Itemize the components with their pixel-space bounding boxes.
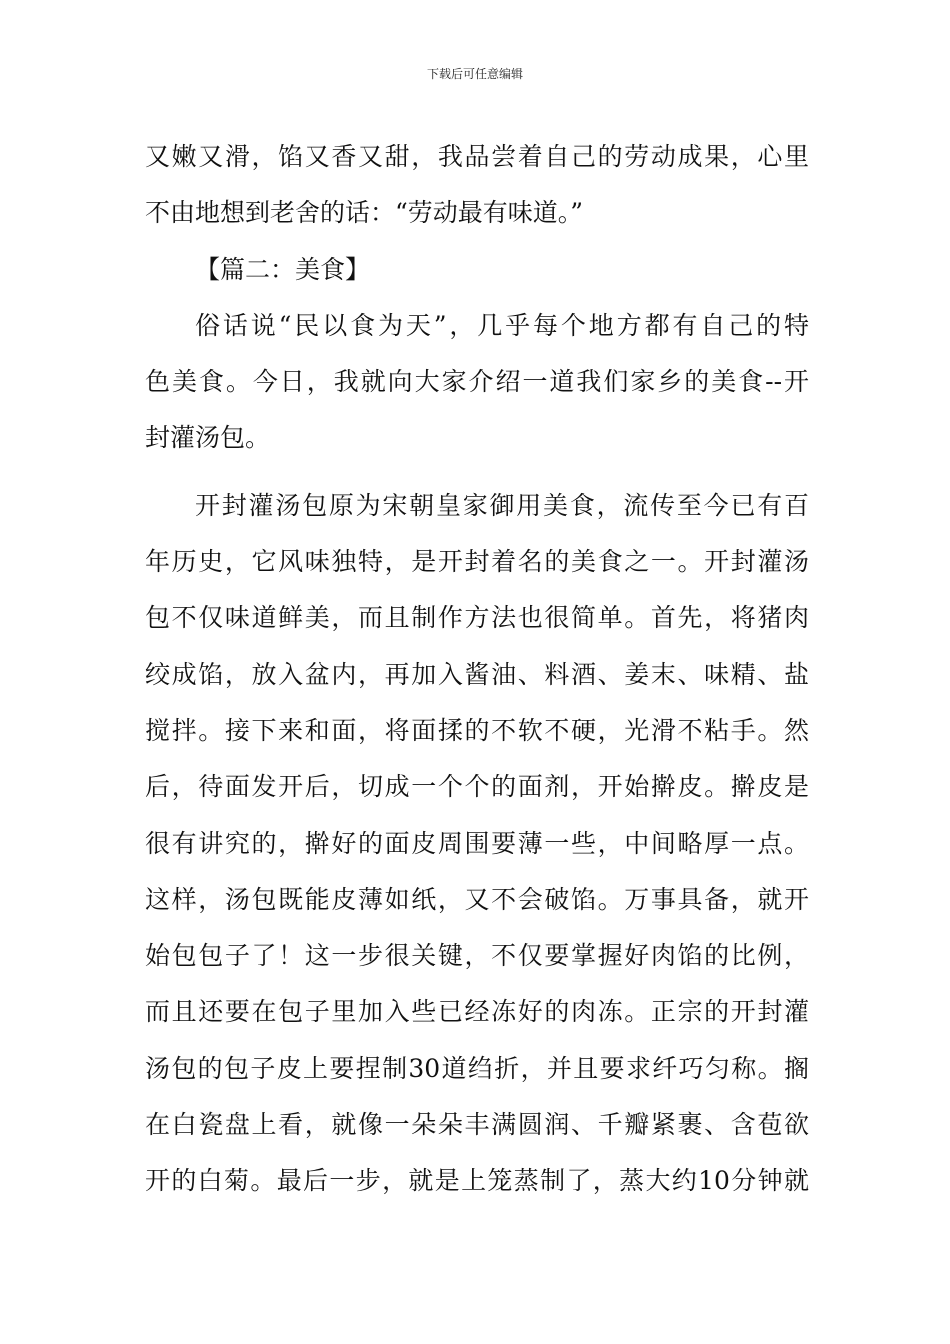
text-line: 后，待面发开后，切成一个个的面剂，开始擀皮。擀皮是 (145, 772, 809, 802)
text-line: 在白瓷盘上看，就像一朵朵丰满圆润、千瓣紧裹、含苞欲 (145, 1110, 809, 1140)
text-line: 开封灌汤包原为宋朝皇家御用美食，流传至今已有百 (195, 490, 809, 520)
text-line: 年历史，它风味独特，是开封着名的美食之一。开封灌汤 (145, 547, 809, 577)
section-heading: 【篇二：美食】 (195, 254, 371, 284)
text-line: 包不仅味道鲜美，而且制作方法也很简单。首先，将猪肉 (145, 603, 809, 633)
text-line: 开的白菊。最后一步，就是上笼蒸制了，蒸大约10分钟就 (145, 1166, 809, 1196)
document-body (145, 129, 809, 1210)
text-line: 绞成馅，放入盆内，再加入酱油、料酒、姜末、味精、盐 (145, 659, 809, 689)
text-line: 很有讲究的，擀好的面皮周围要薄一些，中间略厚一点。 (145, 828, 809, 858)
text-line: 这样，汤包既能皮薄如纸，又不会破馅。万事具备，就开 (145, 884, 809, 914)
text-line: 汤包的包子皮上要捏制30道绉折，并且要求纤巧匀称。搁 (145, 1053, 809, 1083)
text-line: 搅拌。接下来和面，将面揉的不软不硬，光滑不粘手。然 (145, 715, 809, 745)
text-line: 而且还要在包子里加入些已经冻好的肉冻。正宗的开封灌 (145, 997, 809, 1027)
text-line: 封灌汤包。 (145, 423, 271, 453)
page-header: 下载后可任意编辑 (426, 67, 523, 81)
text-line: 又嫩又滑，馅又香又甜，我品尝着自己的劳动成果，心里 (145, 142, 809, 171)
paragraph-gap (145, 467, 809, 478)
text-line: 始包包子了！这一步很关键，不仅要掌握好肉馅的比例， (145, 941, 809, 971)
text-line: 色美食。今日，我就向大家介绍一道我们家乡的美食--开 (145, 367, 809, 397)
text-line: 不由地想到老舍的话：“劳动最有味道。” (145, 198, 584, 228)
text-line: 俗话说“民以食为天”，几乎每个地方都有自己的特 (195, 310, 809, 340)
